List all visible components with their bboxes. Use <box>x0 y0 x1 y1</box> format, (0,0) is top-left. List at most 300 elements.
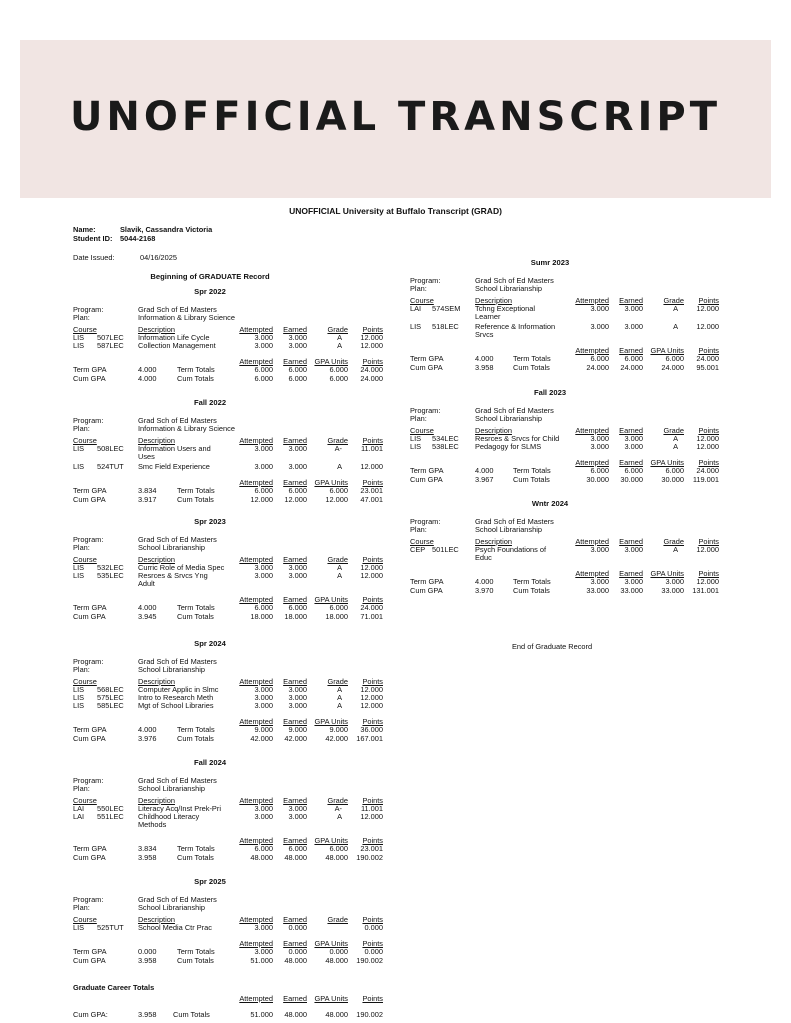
term-totals-label: Term Totals <box>513 466 551 475</box>
description-header: Description <box>475 296 512 305</box>
course-subject: LAI <box>73 804 85 813</box>
cum-gpa-label: Cum GPA <box>410 586 443 595</box>
plan-label: Plan: <box>73 313 90 322</box>
cum-totals-label: Cum Totals <box>177 853 214 862</box>
totals-gpa-units-header: GPA Units <box>314 836 348 845</box>
totals-points-header: Points <box>698 458 719 467</box>
plan-value: School Librarianship <box>475 284 542 293</box>
totals-gpa-units-header: GPA Units <box>314 478 348 487</box>
course-header: Course <box>73 677 97 686</box>
cum-gpa-label: Cum GPA <box>73 612 106 621</box>
course-description: School Media Ctr Prac <box>138 923 212 932</box>
totals-earned-header: Earned <box>619 569 643 578</box>
term-points: 24.000 <box>696 354 719 363</box>
totals-points-header: Points <box>698 569 719 578</box>
cum-gpa-label: Cum GPA <box>73 853 106 862</box>
cum-points: 47.001 <box>360 495 383 504</box>
course-attempted: 3.000 <box>254 701 273 710</box>
description-header: Description <box>475 537 512 546</box>
term-gpa-label: Term GPA <box>73 365 107 374</box>
term-gpa: 0.000 <box>138 947 157 956</box>
program-value: Grad Sch of Ed Masters <box>475 276 554 285</box>
term-gpa: 4.000 <box>475 577 494 586</box>
term-gpa: 4.000 <box>475 354 494 363</box>
term-earned: 6.000 <box>288 603 307 612</box>
attempted-header: Attempted <box>239 677 273 686</box>
course-points: 11.001 <box>360 804 383 813</box>
document-title: UNOFFICIAL University at Buffalo Transcript (GRAD) <box>289 206 502 216</box>
totals-earned-header: Earned <box>283 836 307 845</box>
cum-gpa-units: 24.000 <box>661 363 684 372</box>
course-number: 535LEC <box>97 571 124 580</box>
course-header: Course <box>73 325 97 334</box>
cum-points: 119.001 <box>692 475 719 484</box>
course-description: Pedagogy for SLMS <box>475 442 542 451</box>
attempted-header: Attempted <box>239 436 273 445</box>
attempted-header: Attempted <box>239 555 273 564</box>
course-description: Information Life Cycle <box>138 333 210 342</box>
cum-gpa-units: 33.000 <box>661 586 684 595</box>
totals-attempted-header: Attempted <box>239 939 273 948</box>
course-number: 524TUT <box>97 462 124 471</box>
cum-earned: 33.000 <box>620 586 643 595</box>
term-heading: Spr 2024 <box>194 639 226 648</box>
plan-label: Plan: <box>410 414 427 423</box>
course-attempted: 3.000 <box>590 545 609 554</box>
cum-gpa-units: 30.000 <box>661 475 684 484</box>
plan-label: Plan: <box>410 525 427 534</box>
term-totals-label: Term Totals <box>513 354 551 363</box>
course-points: 12.000 <box>360 685 383 694</box>
totals-attempted-header: Attempted <box>575 569 609 578</box>
course-subject: LIS <box>410 442 422 451</box>
attempted-header: Attempted <box>575 537 609 546</box>
course-points: 12.000 <box>360 812 383 821</box>
term-totals-label: Term Totals <box>177 725 215 734</box>
term-gpa-label: Term GPA <box>410 354 444 363</box>
career-earned-header: Earned <box>283 994 307 1003</box>
course-grade: A <box>673 434 678 443</box>
program-label: Program: <box>73 776 104 785</box>
term-points: 24.000 <box>360 603 383 612</box>
plan-label: Plan: <box>73 543 90 552</box>
course-earned: 3.000 <box>624 304 643 313</box>
career-gpa-units: 48.000 <box>325 1010 348 1019</box>
cum-totals-label: Cum Totals <box>177 374 214 383</box>
cum-gpa: 3.976 <box>138 734 157 743</box>
course-grade: A <box>337 341 342 350</box>
course-description-cont: Srvcs <box>475 330 494 339</box>
term-gpa-label: Term GPA <box>73 486 107 495</box>
cum-earned: 30.000 <box>620 475 643 484</box>
career-totals-heading: Graduate Career Totals <box>73 983 155 992</box>
course-description: Intro to Research Meth <box>138 693 214 702</box>
grade-header: Grade <box>327 325 348 334</box>
attempted-header: Attempted <box>239 325 273 334</box>
course-description: Childhood Literacy <box>138 812 200 821</box>
totals-earned-header: Earned <box>283 717 307 726</box>
end-record-note: End of Graduate Record <box>512 642 593 651</box>
totals-earned-header: Earned <box>283 939 307 948</box>
term-attempted: 6.000 <box>590 354 609 363</box>
course-grade: A <box>337 563 342 572</box>
course-earned: 3.000 <box>624 322 643 331</box>
term-earned: 6.000 <box>288 365 307 374</box>
description-header: Description <box>138 555 175 564</box>
grade-header: Grade <box>327 436 348 445</box>
term-gpa-label: Term GPA <box>73 603 107 612</box>
term-totals-label: Term Totals <box>177 486 215 495</box>
course-subject: LIS <box>73 923 85 932</box>
course-earned: 3.000 <box>288 462 307 471</box>
career-attempted: 51.000 <box>250 1010 273 1019</box>
term-gpa-units: 6.000 <box>329 486 348 495</box>
course-number: 575LEC <box>97 693 124 702</box>
course-points: 12.000 <box>696 322 719 331</box>
course-attempted: 3.000 <box>254 444 273 453</box>
course-number: 550LEC <box>97 804 124 813</box>
description-header: Description <box>138 436 175 445</box>
totals-points-header: Points <box>362 939 383 948</box>
cum-gpa-units: 18.000 <box>325 612 348 621</box>
course-description: Resrces & Srvcs for Child <box>475 434 560 443</box>
career-cum-totals-label: Cum Totals <box>173 1010 210 1019</box>
course-subject: LIS <box>410 322 422 331</box>
cum-points: 190.002 <box>356 956 383 965</box>
grade-header: Grade <box>663 537 684 546</box>
plan-label: Plan: <box>73 424 90 433</box>
cum-points: 24.000 <box>360 374 383 383</box>
cum-gpa-label: Cum GPA <box>73 734 106 743</box>
plan-value: School Librarianship <box>138 543 205 552</box>
term-earned: 6.000 <box>288 844 307 853</box>
term-heading: Fall 2024 <box>193 758 227 767</box>
course-description: Psych Foundations of <box>475 545 547 554</box>
term-totals-label: Term Totals <box>177 603 215 612</box>
plan-label: Plan: <box>73 665 90 674</box>
points-header: Points <box>698 426 719 435</box>
cum-earned: 48.000 <box>284 853 307 862</box>
cum-totals-label: Cum Totals <box>177 612 214 621</box>
course-earned: 3.000 <box>288 693 307 702</box>
cum-points: 131.001 <box>692 586 719 595</box>
course-subject: LIS <box>73 701 85 710</box>
cum-attempted: 51.000 <box>250 956 273 965</box>
cum-totals-label: Cum Totals <box>513 363 550 372</box>
term-gpa-units: 6.000 <box>329 844 348 853</box>
begin-record-heading: Beginning of GRADUATE Record <box>150 272 270 281</box>
term-heading: Fall 2023 <box>533 388 567 397</box>
term-points: 24.000 <box>696 466 719 475</box>
points-header: Points <box>362 325 383 334</box>
course-subject: LAI <box>73 812 85 821</box>
course-earned: 3.000 <box>624 442 643 451</box>
course-attempted: 3.000 <box>254 462 273 471</box>
earned-header: Earned <box>283 915 307 924</box>
cum-attempted: 18.000 <box>250 612 273 621</box>
term-gpa-units: 6.000 <box>329 603 348 612</box>
plan-value: School Librarianship <box>138 665 205 674</box>
course-attempted: 3.000 <box>254 923 273 932</box>
term-attempted: 6.000 <box>254 486 273 495</box>
plan-label: Plan: <box>73 903 90 912</box>
cum-earned: 24.000 <box>620 363 643 372</box>
totals-attempted-header: Attempted <box>239 717 273 726</box>
term-attempted: 6.000 <box>254 603 273 612</box>
cum-earned: 12.000 <box>284 495 307 504</box>
cum-earned: 42.000 <box>284 734 307 743</box>
description-header: Description <box>138 796 175 805</box>
program-label: Program: <box>73 416 104 425</box>
term-earned: 9.000 <box>288 725 307 734</box>
course-description: Collection Management <box>138 341 216 350</box>
cum-attempted: 42.000 <box>250 734 273 743</box>
totals-points-header: Points <box>362 717 383 726</box>
cum-attempted: 30.000 <box>586 475 609 484</box>
program-value: Grad Sch of Ed Masters <box>138 657 217 666</box>
career-cum-gpa: 3.958 <box>138 1010 157 1019</box>
cum-points: 71.001 <box>360 612 383 621</box>
course-subject: LAI <box>410 304 422 313</box>
term-earned: 3.000 <box>624 577 643 586</box>
term-points: 23.001 <box>360 486 383 495</box>
course-points: 11.001 <box>360 444 383 453</box>
course-attempted: 3.000 <box>254 341 273 350</box>
plan-value: Information & Library Science <box>138 424 235 433</box>
cum-gpa-label: Cum GPA <box>73 374 106 383</box>
term-gpa: 4.000 <box>138 365 157 374</box>
totals-gpa-units-header: GPA Units <box>650 458 684 467</box>
course-number: 568LEC <box>97 685 124 694</box>
course-attempted: 3.000 <box>254 333 273 342</box>
cum-attempted: 6.000 <box>254 374 273 383</box>
course-number: 551LEC <box>97 812 124 821</box>
course-attempted: 3.000 <box>254 571 273 580</box>
program-value: Grad Sch of Ed Masters <box>138 305 217 314</box>
course-description: Information Users and <box>138 444 211 453</box>
description-header: Description <box>138 915 175 924</box>
course-points: 12.000 <box>360 462 383 471</box>
course-description: Reference & Information <box>475 322 556 331</box>
banner-title: UNOFFICIAL TRANSCRIPT <box>69 94 722 140</box>
term-earned: 0.000 <box>288 947 307 956</box>
course-subject: LIS <box>73 333 85 342</box>
course-grade: A <box>337 333 342 342</box>
student-id: 5044-2168 <box>120 234 156 243</box>
earned-header: Earned <box>619 296 643 305</box>
course-description-cont: Methods <box>138 820 167 829</box>
course-attempted: 3.000 <box>254 812 273 821</box>
term-totals-label: Term Totals <box>513 577 551 586</box>
totals-points-header: Points <box>362 836 383 845</box>
grade-header: Grade <box>327 915 348 924</box>
plan-value: School Librarianship <box>475 414 542 423</box>
career-cum-gpa-label: Cum GPA: <box>73 1010 108 1019</box>
cum-gpa-units: 48.000 <box>325 853 348 862</box>
totals-attempted-header: Attempted <box>575 346 609 355</box>
term-heading: Wntr 2024 <box>531 499 569 508</box>
course-header: Course <box>410 426 434 435</box>
term-points: 0.000 <box>364 947 383 956</box>
course-description-cont: Educ <box>475 553 492 562</box>
course-points: 12.000 <box>696 304 719 313</box>
date-issued: 04/16/2025 <box>140 253 177 262</box>
course-subject: LIS <box>73 571 85 580</box>
cum-gpa-label: Cum GPA <box>410 363 443 372</box>
course-header: Course <box>73 436 97 445</box>
cum-gpa-units: 12.000 <box>325 495 348 504</box>
earned-header: Earned <box>619 426 643 435</box>
program-label: Program: <box>73 657 104 666</box>
term-gpa-units: 6.000 <box>665 466 684 475</box>
career-earned: 48.000 <box>284 1010 307 1019</box>
term-heading: Spr 2025 <box>194 877 226 886</box>
description-header: Description <box>138 677 175 686</box>
totals-earned-header: Earned <box>283 478 307 487</box>
cum-gpa-label: Cum GPA <box>73 495 106 504</box>
cum-points: 95.001 <box>696 363 719 372</box>
term-gpa-label: Term GPA <box>73 725 107 734</box>
totals-points-header: Points <box>362 357 383 366</box>
description-header: Description <box>138 325 175 334</box>
cum-points: 190.002 <box>356 853 383 862</box>
course-grade: A <box>673 322 678 331</box>
cum-gpa-label: Cum GPA <box>73 956 106 965</box>
course-points: 12.000 <box>360 341 383 350</box>
grade-header: Grade <box>663 426 684 435</box>
cum-gpa: 3.970 <box>475 586 494 595</box>
program-value: Grad Sch of Ed Masters <box>475 406 554 415</box>
program-label: Program: <box>73 535 104 544</box>
cum-attempted: 48.000 <box>250 853 273 862</box>
term-points: 24.000 <box>360 365 383 374</box>
course-earned: 3.000 <box>288 444 307 453</box>
career-gpa-units-header: GPA Units <box>314 994 348 1003</box>
course-attempted: 3.000 <box>254 804 273 813</box>
student-name: Slavik, Cassandra Victoria <box>120 225 213 234</box>
points-header: Points <box>362 555 383 564</box>
totals-gpa-units-header: GPA Units <box>314 357 348 366</box>
term-attempted: 6.000 <box>254 365 273 374</box>
course-earned: 3.000 <box>288 685 307 694</box>
term-totals-label: Term Totals <box>177 365 215 374</box>
grade-header: Grade <box>327 555 348 564</box>
attempted-header: Attempted <box>575 426 609 435</box>
totals-attempted-header: Attempted <box>239 478 273 487</box>
term-gpa-label: Term GPA <box>410 577 444 586</box>
plan-value: School Librarianship <box>138 903 205 912</box>
plan-label: Plan: <box>73 784 90 793</box>
course-points: 12.000 <box>696 434 719 443</box>
course-points: 12.000 <box>360 571 383 580</box>
course-description: Resrces & Srvcs Yng <box>138 571 208 580</box>
term-totals-label: Term Totals <box>177 947 215 956</box>
totals-attempted-header: Attempted <box>239 357 273 366</box>
cum-gpa: 3.958 <box>138 956 157 965</box>
points-header: Points <box>362 677 383 686</box>
course-attempted: 3.000 <box>590 434 609 443</box>
course-number: 587LEC <box>97 341 124 350</box>
earned-header: Earned <box>283 677 307 686</box>
course-earned: 3.000 <box>624 545 643 554</box>
course-number: 532LEC <box>97 563 124 572</box>
course-points: 12.000 <box>360 563 383 572</box>
term-heading: Spr 2023 <box>194 517 226 526</box>
cum-totals-label: Cum Totals <box>177 734 214 743</box>
term-gpa-units: 0.000 <box>329 947 348 956</box>
cum-earned: 6.000 <box>288 374 307 383</box>
term-earned: 6.000 <box>624 466 643 475</box>
grade-header: Grade <box>327 677 348 686</box>
course-grade: A <box>337 685 342 694</box>
course-number: 574SEM <box>432 304 461 313</box>
points-header: Points <box>362 436 383 445</box>
course-number: 585LEC <box>97 701 124 710</box>
program-value: Grad Sch of Ed Masters <box>138 776 217 785</box>
course-description-cont: Learner <box>475 312 501 321</box>
attempted-header: Attempted <box>575 296 609 305</box>
term-gpa-units: 3.000 <box>665 577 684 586</box>
course-description: Literacy Acq/Inst Prek-Pri <box>138 804 221 813</box>
career-points-header: Points <box>362 994 383 1003</box>
term-attempted: 3.000 <box>254 947 273 956</box>
course-earned: 3.000 <box>288 571 307 580</box>
program-label: Program: <box>410 276 441 285</box>
cum-gpa: 3.958 <box>475 363 494 372</box>
term-attempted: 3.000 <box>590 577 609 586</box>
course-description: Mgt of School Libraries <box>138 701 214 710</box>
course-number: 534LEC <box>432 434 459 443</box>
cum-attempted: 12.000 <box>250 495 273 504</box>
cum-earned: 18.000 <box>284 612 307 621</box>
student-id-label: Student ID: <box>73 234 113 243</box>
course-grade: A <box>337 701 342 710</box>
totals-gpa-units-header: GPA Units <box>314 717 348 726</box>
totals-gpa-units-header: GPA Units <box>314 595 348 604</box>
plan-label: Plan: <box>410 284 427 293</box>
program-value: Grad Sch of Ed Masters <box>138 895 217 904</box>
course-attempted: 3.000 <box>590 442 609 451</box>
course-number: 525TUT <box>97 923 124 932</box>
course-points: 0.000 <box>364 923 383 932</box>
plan-value: Information & Library Science <box>138 313 235 322</box>
totals-earned-header: Earned <box>619 346 643 355</box>
course-grade: A <box>673 304 678 313</box>
totals-points-header: Points <box>698 346 719 355</box>
totals-earned-header: Earned <box>283 357 307 366</box>
cum-gpa-units: 6.000 <box>329 374 348 383</box>
course-subject: LIS <box>73 444 85 453</box>
course-number: 538LEC <box>432 442 459 451</box>
cum-gpa: 4.000 <box>138 374 157 383</box>
cum-attempted: 33.000 <box>586 586 609 595</box>
term-gpa-units: 6.000 <box>665 354 684 363</box>
grade-header: Grade <box>327 796 348 805</box>
course-header: Course <box>410 537 434 546</box>
term-gpa: 4.000 <box>475 466 494 475</box>
attempted-header: Attempted <box>239 915 273 924</box>
cum-gpa: 3.945 <box>138 612 157 621</box>
totals-earned-header: Earned <box>619 458 643 467</box>
plan-value: School Librarianship <box>475 525 542 534</box>
course-header: Course <box>73 796 97 805</box>
totals-earned-header: Earned <box>283 595 307 604</box>
term-attempted: 6.000 <box>254 844 273 853</box>
course-attempted: 3.000 <box>254 693 273 702</box>
earned-header: Earned <box>283 555 307 564</box>
course-earned: 3.000 <box>288 804 307 813</box>
cum-totals-label: Cum Totals <box>177 495 214 504</box>
